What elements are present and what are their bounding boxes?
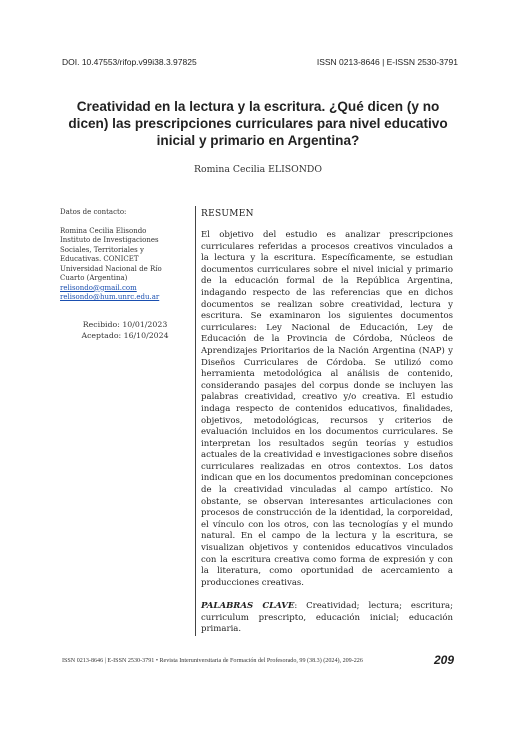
author-name: Romina Cecilia ELISONDO <box>194 164 322 175</box>
keywords-label: PALABRAS CLAVE <box>201 601 295 611</box>
article-title: Creatividad en la lectura y la escritura. ¿Qué dicen (y no dicen) las prescripciones curriculares para nivel educativo inicial y primario en Argentina? <box>68 99 448 148</box>
contact-line: Cuarto (Argentina) <box>60 274 128 282</box>
contact-line: Universidad Nacional de Río <box>60 264 162 273</box>
email-link-unrc[interactable]: relisondo@hum.unrc.edu.ar <box>60 293 160 301</box>
doi-label: DOI. 10.47553/rifop.v99i38.3.97825 <box>62 57 197 67</box>
footer-citation: ISSN 0213-8646 | E-ISSN 2530-3791 • Revista Interuniversitaria de Formación del Profesorado, 99 (38.3) (2024), 209-226 <box>62 658 363 664</box>
abstract-heading: RESUMEN <box>201 209 254 219</box>
contact-label: Datos de contacto: <box>60 208 127 216</box>
keywords-block: PALABRAS CLAVE: Creatividad; lectura; escritura; curriculum prescripto, educación inicial; educación primaria. <box>201 601 453 635</box>
abstract-text: El objetivo del estudio es analizar prescripciones curriculares referidas a procesos creativos vinculados a la lectura y la escritura. Específicamente, se estudian documentos curriculares sobre el nivel inicial y primario de la educación formal de la República Argentina, indagando respecto de las referencias que en dichos documentos se realizan sobre creatividad, lectura y escritura. Se examinaron los siguientes documentos curriculares: Ley Nacional de Educación, Ley de Educación de la Provincia de Córdoba, Núcleos de Aprendizajes Prioritarios de la Nación Argentina (NAP) y Diseños Curriculares de Córdoba. Se utilizó como herramienta metodológica al análisis de contenido, considerando pasajes del corpus donde se incluyen las palabras creatividad, creativo y/o creativa. El estudio indaga respecto de contenidos educativos, finalidades, objetivos, metodológicas, recursos y criterios de evaluación incluidos en los documentos curriculares. Se interpretan los resultados según teorías y estudios actuales de la creatividad e investigaciones sobre diseños curriculares realizadas en otros contextos. Los datos indican que en los documentos predominan concepciones de la creatividad vinculadas al campo artístico. No obstante, se observan interesantes articulaciones con procesos de construcción de la identidad, la corporeidad, el vínculo con los otros, con las tecnologías y el mundo natural. En el campo de la lectura y la escritura, se visualizan objetivos y contenidos educativos vinculados con la escritura creativa como forma de expresión y con la literatura, como oportunidad de acercamiento a producciones creativas. <box>201 230 453 588</box>
email-link-gmail[interactable]: relisondo@gmail.com <box>60 283 137 292</box>
received-date: Recibido: 10/01/2023 <box>82 320 168 329</box>
issn-label: ISSN 0213-8646 | E-ISSN 2530-3791 <box>316 57 458 67</box>
contact-block <box>60 208 190 303</box>
page-number: 209 <box>433 653 454 667</box>
accepted-date: Aceptado: 16/10/2024 <box>81 330 169 340</box>
contact-line: Sociales, Territoriales y <box>60 245 144 254</box>
contact-line: Educativas. CONICET <box>60 255 139 263</box>
contact-line: Instituto de Investigaciones <box>60 236 159 244</box>
dates-block <box>60 320 190 341</box>
column-divider <box>195 206 196 636</box>
contact-line: Romina Cecilia Elisondo <box>60 226 147 235</box>
keywords-text: Creatividad; lectura; escritura; curriculum prescripto, educación inicial; educación primaria. <box>201 601 453 635</box>
